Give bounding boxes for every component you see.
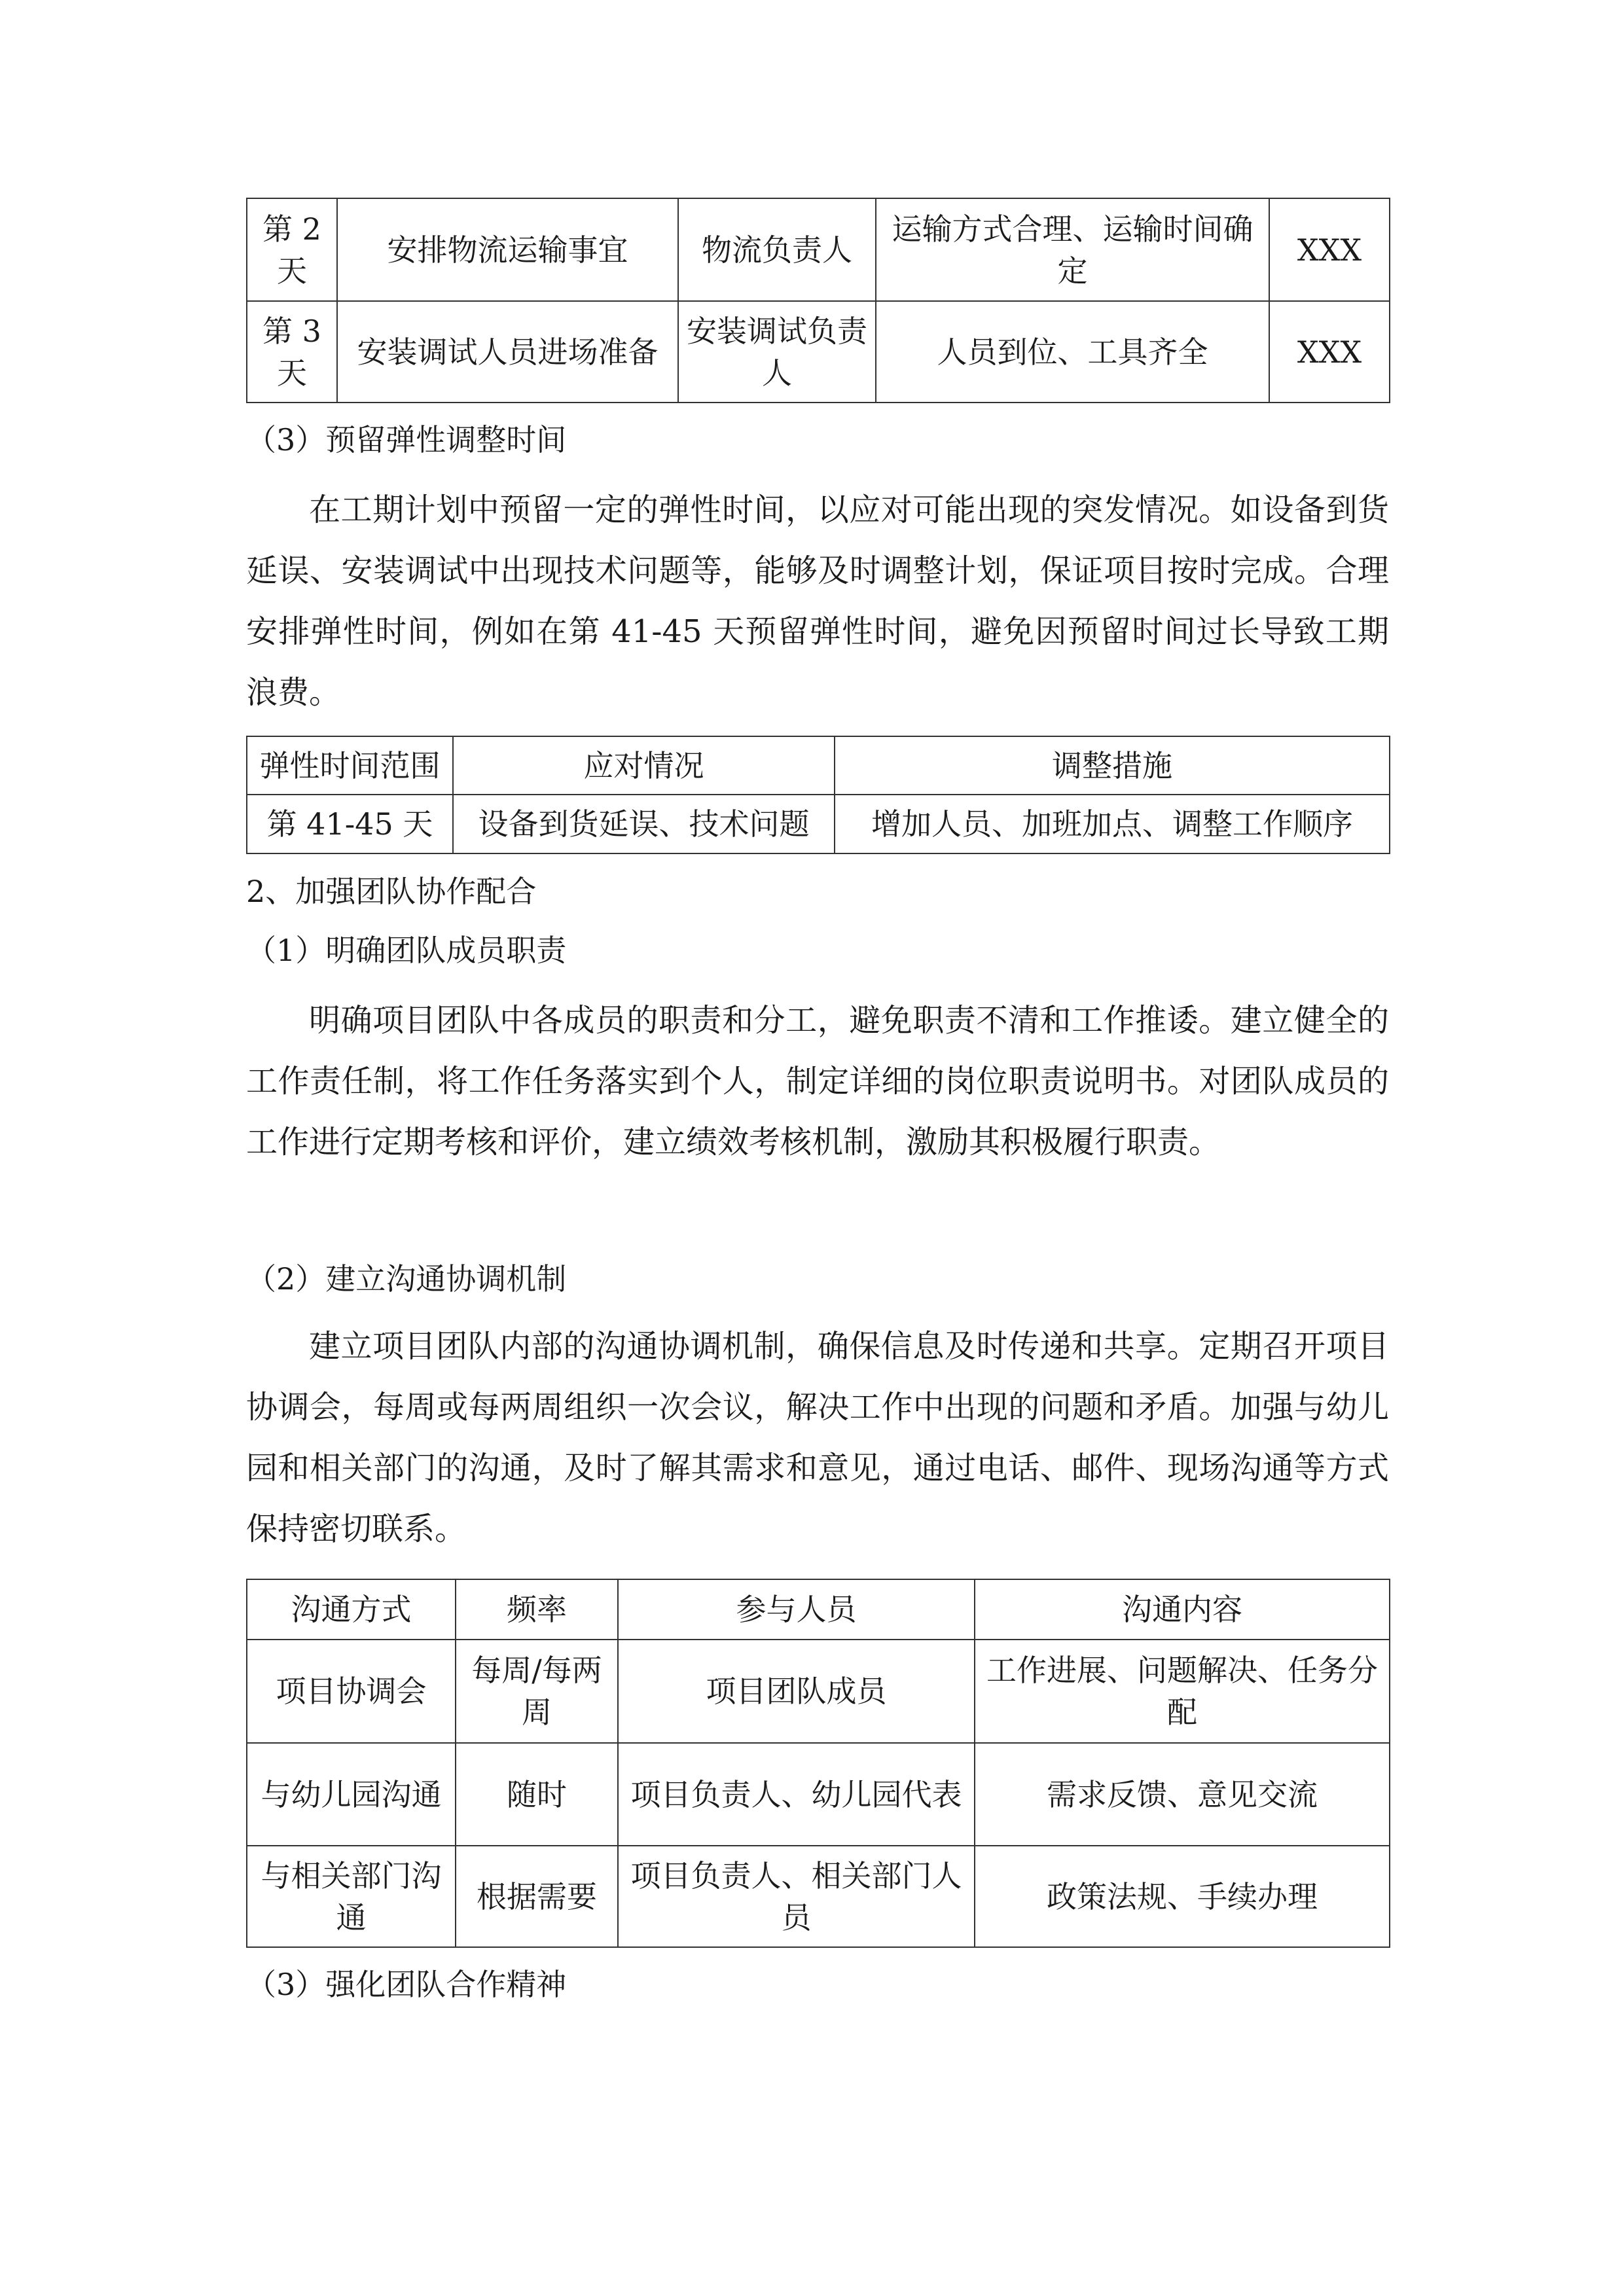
table-cell: XXX bbox=[1269, 198, 1390, 301]
column-header: 参与人员 bbox=[618, 1579, 975, 1640]
buffer-time-table bbox=[246, 736, 1390, 854]
table-cell: 增加人员、加班加点、调整工作顺序 bbox=[835, 795, 1390, 853]
table-cell: 人员到位、工具齐全 bbox=[876, 301, 1269, 403]
table-cell: 项目负责人、幼儿园代表 bbox=[618, 1743, 975, 1846]
section-heading: （3）预留弹性调整时间 bbox=[246, 422, 567, 457]
table-cell: 政策法规、手续办理 bbox=[975, 1846, 1390, 1947]
table-row bbox=[247, 1743, 1390, 1846]
table-row bbox=[247, 198, 1390, 301]
column-header: 弹性时间范围 bbox=[247, 736, 453, 795]
table-cell: 安装调试人员进场准备 bbox=[337, 301, 678, 403]
table-cell: 物流负责人 bbox=[678, 198, 876, 301]
table-cell: 项目负责人、相关部门人员 bbox=[618, 1846, 975, 1947]
table-cell: 安装调试负责人 bbox=[678, 301, 876, 403]
table-cell: 运输方式合理、运输时间确定 bbox=[876, 198, 1269, 301]
column-header: 调整措施 bbox=[835, 736, 1390, 795]
table-cell: 每周/每两周 bbox=[456, 1640, 618, 1743]
table-cell: 第 41-45 天 bbox=[247, 795, 453, 853]
table-row bbox=[247, 301, 1390, 403]
table-row bbox=[247, 795, 1390, 853]
table-row bbox=[247, 1640, 1390, 1743]
table-row bbox=[247, 1846, 1390, 1947]
table-cell: 设备到货延误、技术问题 bbox=[453, 795, 835, 853]
table-cell: 第 2 天 bbox=[247, 198, 337, 301]
table-cell: 随时 bbox=[456, 1743, 618, 1846]
column-header: 沟通内容 bbox=[975, 1579, 1390, 1640]
table-cell: 根据需要 bbox=[456, 1846, 618, 1947]
table-cell: 工作进展、问题解决、任务分配 bbox=[975, 1640, 1390, 1743]
table-cell: 第 3 天 bbox=[247, 301, 337, 403]
subsection-heading: （2）建立沟通协调机制 bbox=[246, 1261, 567, 1297]
table-cell: 与幼儿园沟通 bbox=[247, 1743, 456, 1846]
table-header-row bbox=[247, 1579, 1390, 1640]
schedule-table bbox=[246, 198, 1390, 403]
table-cell: 项目协调会 bbox=[247, 1640, 456, 1743]
table-header-row bbox=[247, 736, 1390, 795]
communication-table bbox=[246, 1579, 1390, 1948]
subsection-heading: （1）明确团队成员职责 bbox=[246, 933, 567, 968]
table-cell: 需求反馈、意见交流 bbox=[975, 1743, 1390, 1846]
column-header: 沟通方式 bbox=[247, 1579, 456, 1640]
paragraph: 在工期计划中预留一定的弹性时间，以应对可能出现的突发情况。如设备到货延误、安装调试中出现技术问题等，能够及时调整计划，保证项目按时完成。合理安排弹性时间，例如在第 41-45 天预留弹性时间，避免因预留时间过长导致工期浪费。 bbox=[246, 492, 1389, 711]
subsection-heading: （3）强化团队合作精神 bbox=[246, 1967, 567, 2002]
paragraph: 建立项目团队内部的沟通协调机制，确保信息及时传递和共享。定期召开项目协调会，每周或每两周组织一次会议，解决工作中出现的问题和矛盾。加强与幼儿园和相关部门的沟通，及时了解其需求和意见，通过电话、邮件、现场沟通等方式保持密切联系。 bbox=[246, 1328, 1389, 1547]
table-cell: 与相关部门沟通 bbox=[247, 1846, 456, 1947]
column-header: 频率 bbox=[456, 1579, 618, 1640]
table-cell: XXX bbox=[1269, 301, 1390, 403]
column-header: 应对情况 bbox=[453, 736, 835, 795]
table-cell: 项目团队成员 bbox=[618, 1640, 975, 1743]
section-heading: 2、加强团队协作配合 bbox=[246, 874, 537, 909]
table-cell: 安排物流运输事宜 bbox=[337, 198, 678, 301]
paragraph: 明确项目团队中各成员的职责和分工，避免职责不清和工作推诿。建立健全的工作责任制，将工作任务落实到个人，制定详细的岗位职责说明书。对团队成员的工作进行定期考核和评价，建立绩效考核机制，激励其积极履行职责。 bbox=[246, 1002, 1389, 1160]
